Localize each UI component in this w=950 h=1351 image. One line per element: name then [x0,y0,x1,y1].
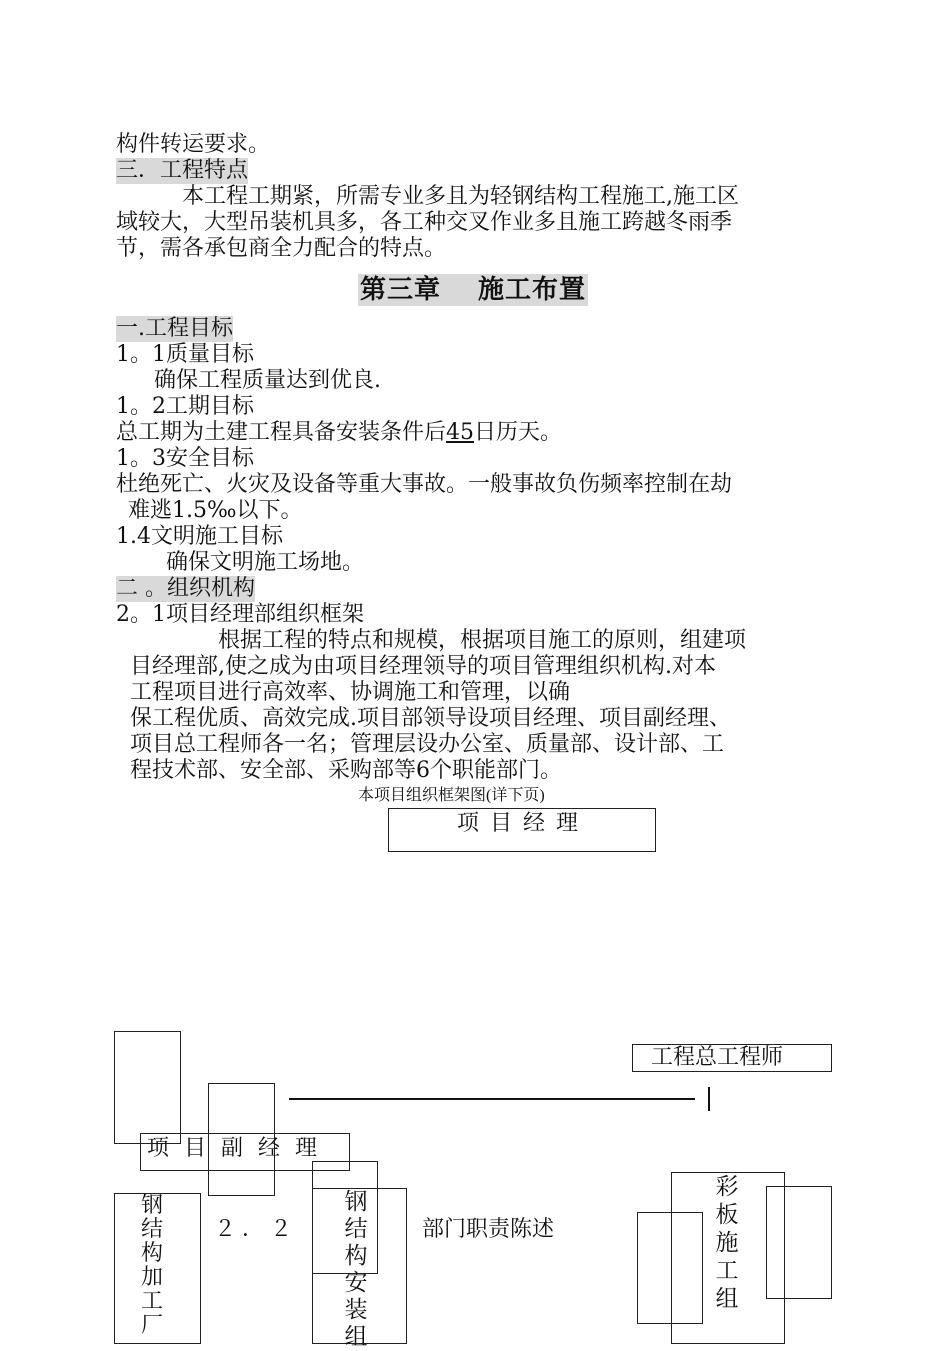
schedule-goal-heading: 1。2工期目标 [116,394,254,419]
civil-goal-heading: 1.4文明施工目标 [116,524,283,549]
section3-para-line-2: 域较大，大型吊装机具多，各工种交叉作业多且施工跨越冬雨季 [116,210,733,235]
section3-para-line-3: 节，需各承包商全力配合的特点。 [116,236,447,261]
safety-goal-line-1: 杜绝死亡、火灾及设备等重大事故。一般事故负伤频率控制在劫 [116,472,733,497]
safety-goal-heading: 1。3安全目标 [116,446,254,471]
color-panel-label: 彩板施工组 [715,1174,739,1312]
org-sub-heading: 2。1项目经理部组织框架 [116,602,364,627]
steel-fabrication-box [114,1193,201,1344]
schedule-goal-text [116,420,562,446]
schedule-text-after: 日历天。 [474,420,563,445]
project-manager-label: 项 目 经 理 [457,811,580,836]
section3-heading: 三．工程特点 [116,158,249,183]
quality-goal-text: 确保工程质量达到优良. [154,368,381,393]
org-para-line-6: 程技术部、安全部、采购部等6个职能部门。 [130,758,562,783]
connector-horizontal-line [289,1098,695,1100]
steel-installation-box [312,1188,407,1350]
schedule-days: 45 [446,420,475,445]
section3-para-line-1: 本工程工期紧，所需专业多且为轻钢结构工程施工,施工区 [182,184,739,209]
org-para-line-4: 保工程优质、高效完成.项目部领导设项目经理、项目副经理、 [130,706,731,731]
chapter-title: 第三章 施工布置 [360,275,587,305]
intro-tail-text: 构件转运要求。 [116,132,271,157]
color-panel-box [671,1172,785,1344]
steel-installation-label: 钢结构安装组 [344,1189,368,1350]
safety-goal-line-2: 难逃1.5‰以下。 [128,498,303,523]
org-para-line-2: 目经理部,使之成为由项目经理领导的项目管理组织机构.对本 [130,654,716,679]
org-para-line-1: 根据工程的特点和规模，根据项目施工的原则，组建项 [218,628,747,653]
chief-engineer-label: 工程总工程师 [651,1045,784,1070]
chief-engineer-box [632,1044,832,1072]
project-manager-box [388,808,656,852]
org-para-line-3: 工程项目进行高效率、协调施工和管理，以确 [130,680,571,705]
org-para-line-5: 项目总工程师各一名；管理层设办公室、质量部、设计部、工 [130,732,725,757]
deputy-manager-box [140,1133,350,1171]
schedule-text-before: 总工期为土建工程具备安装条件后 [116,420,447,445]
connector-vertical-bar [708,1087,710,1111]
deputy-manager-label: 项 目 副 经 理 [147,1136,321,1161]
dept-duties-title: 部门职责陈述 [422,1217,555,1242]
org-heading: 二 。组织机构 [116,576,255,601]
empty-frame-1 [114,1031,181,1144]
quality-goal-heading: 1。1质量目标 [116,342,254,367]
civil-goal-text: 确保文明施工场地。 [166,550,365,575]
org-chart-caption: 本项目组织框架图(详下页) [358,787,545,804]
section-2-2-number: ２．２ [214,1217,299,1242]
steel-fabrication-label: 钢结构加工厂 [140,1193,163,1338]
goals-heading: 一.工程目标 [116,316,233,341]
